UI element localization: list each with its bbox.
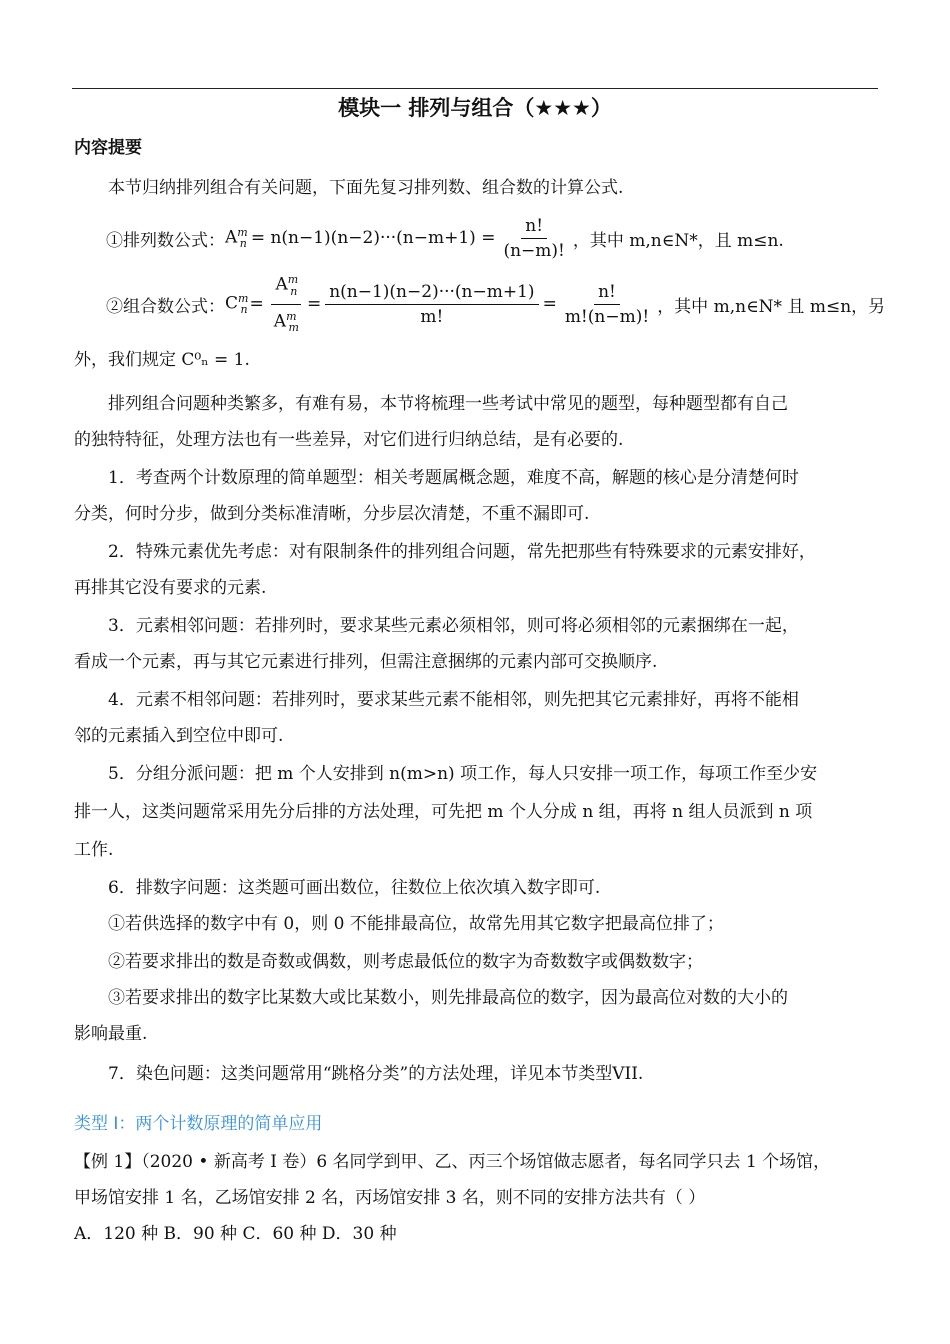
formula1-denominator: (n−m)! [503, 240, 565, 261]
item-1-line-1: 1．考查两个计数原理的简单题型：相关考题属概念题，难度不高，解题的核心是分清楚何时 [108, 468, 799, 488]
item-6-line-1: 6．排数字问题：这类题可画出数位，往数位上依次填入数字即可. [108, 878, 601, 898]
item-2-line-1: 2．特殊元素优先考虑：对有限制条件的排列组合问题，常先把那些有特殊要求的元素安排好， [108, 542, 816, 562]
formula2-prefix: ②组合数公式： [106, 296, 225, 317]
formula1-fraction [499, 216, 568, 261]
header-rule [72, 88, 878, 89]
paragraph-line-1: 排列组合问题种类繁多，有难有易，本节将梳理一些考试中常见的题型，每种题型都有自己 [108, 394, 788, 414]
sub-item-1: ①若供选择的数字中有 0，则 0 不能排最高位，故常先用其它数字把最高位排了； [108, 914, 724, 934]
page-title: 模块一 排列与组合（★★★） [338, 96, 612, 120]
sub-item-3-continuation: 影响最重. [74, 1024, 148, 1044]
formula-combination: ②组合数公式： $C^m_n$ = $\frac{A^m_n}{A^m_m}$ = $\frac{n(n-1)(n-2)\cdot\cdot\cdot(n-m+1)}{m!}$ = $\frac{n!}{m!(n-m)!}$ ，其中 m,n∈N* 且 m≤n，另 [106, 280, 885, 328]
sub-item-3: ③若要求排出的数字比某数大或比某数小，则先排最高位的数字，因为最高位对数的大小的 [108, 988, 788, 1008]
formula1-suffix: ，其中 m,n∈N*，且 m≤n. [572, 230, 784, 251]
formula2-continuation: 外，我们规定 C⁰ₙ = 1. [74, 350, 250, 370]
formula2-fraction-b: $\frac{n(n-1)(n-2)\cdot\cdot\cdot(n-m+1)}{m!}$ [325, 282, 538, 327]
example-line-2: 甲场馆安排 1 名，乙场馆安排 2 名，丙场馆安排 3 名，则不同的安排方法共有（ ） [74, 1188, 706, 1208]
item-7: 7．染色问题：这类问题常用“跳格分类”的方法处理，详见本节类型VII. [108, 1064, 644, 1084]
answer-options: A．120 种 B．90 种 C．60 种 D．30 种 [74, 1224, 397, 1244]
formula1-lhs: $A^m_n$ [225, 225, 248, 251]
formula2-lhs: $C^m_n$ [225, 291, 249, 317]
formula1-prefix: ①排列数公式： [106, 230, 225, 251]
formula2-suffix: ，其中 m,n∈N* 且 m≤n，另 [657, 296, 886, 317]
sub-item-2: ②若要求排出的数是奇数或偶数，则考虑最低位的数字为奇数数字或偶数数字； [108, 952, 703, 972]
formula2-fraction-a: $\frac{A^m_n}{A^m_m}$ [270, 270, 303, 337]
paragraph-line-2: 的独特特征，处理方法也有一些差异，对它们进行归纳总结，是有必要的. [74, 430, 624, 450]
item-1-line-2: 分类，何时分步，做到分类标准清晰，分步层次清楚，不重不漏即可. [74, 504, 590, 524]
item-4-line-1: 4．元素不相邻问题：若排列时，要求某些元素不能相邻，则先把其它元素排好，再将不能相 [108, 690, 799, 710]
item-3-line-1: 3．元素相邻问题：若排列时，要求某些元素必须相邻，则可将必须相邻的元素捆绑在一起， [108, 616, 799, 636]
formula1-numerator: n! [521, 216, 547, 239]
item-5-line-2: 排一人，这类问题常采用先分后排的方法处理，可先把 m 个人分成 n 组，再将 n 组人员派到 n 项 [74, 802, 813, 822]
type-heading: 类型 I：两个计数原理的简单应用 [74, 1114, 323, 1134]
item-5-line-3: 工作. [74, 840, 114, 860]
formula-permutation [106, 214, 784, 262]
example-line-1: 【例 1】（2020 • 新高考 I 卷）6 名同学到甲、乙、丙三个场馆做志愿者，每名同学只去 1 个场馆， [74, 1152, 831, 1172]
formula2-fraction-c: $\frac{n!}{m!(n-m)!}$ [564, 281, 650, 327]
item-3-line-2: 看成一个元素，再与其它元素进行排列，但需注意捆绑的元素内部可交换顺序. [74, 652, 658, 672]
intro-text: 本节归纳排列组合有关问题，下面先复习排列数、组合数的计算公式. [108, 178, 624, 198]
item-5-line-1: 5．分组分派问题：把 m 个人安排到 n(m>n) 项工作，每人只安排一项工作，每项工作至少安 [108, 764, 818, 784]
item-2-line-2: 再排其它没有要求的元素. [74, 578, 267, 598]
section-label: 内容提要 [74, 138, 142, 158]
item-4-line-2: 邻的元素插入到空位中即可. [74, 726, 284, 746]
formula1-expansion: = n(n−1)(n−2)···(n−m+1) = [250, 228, 496, 248]
